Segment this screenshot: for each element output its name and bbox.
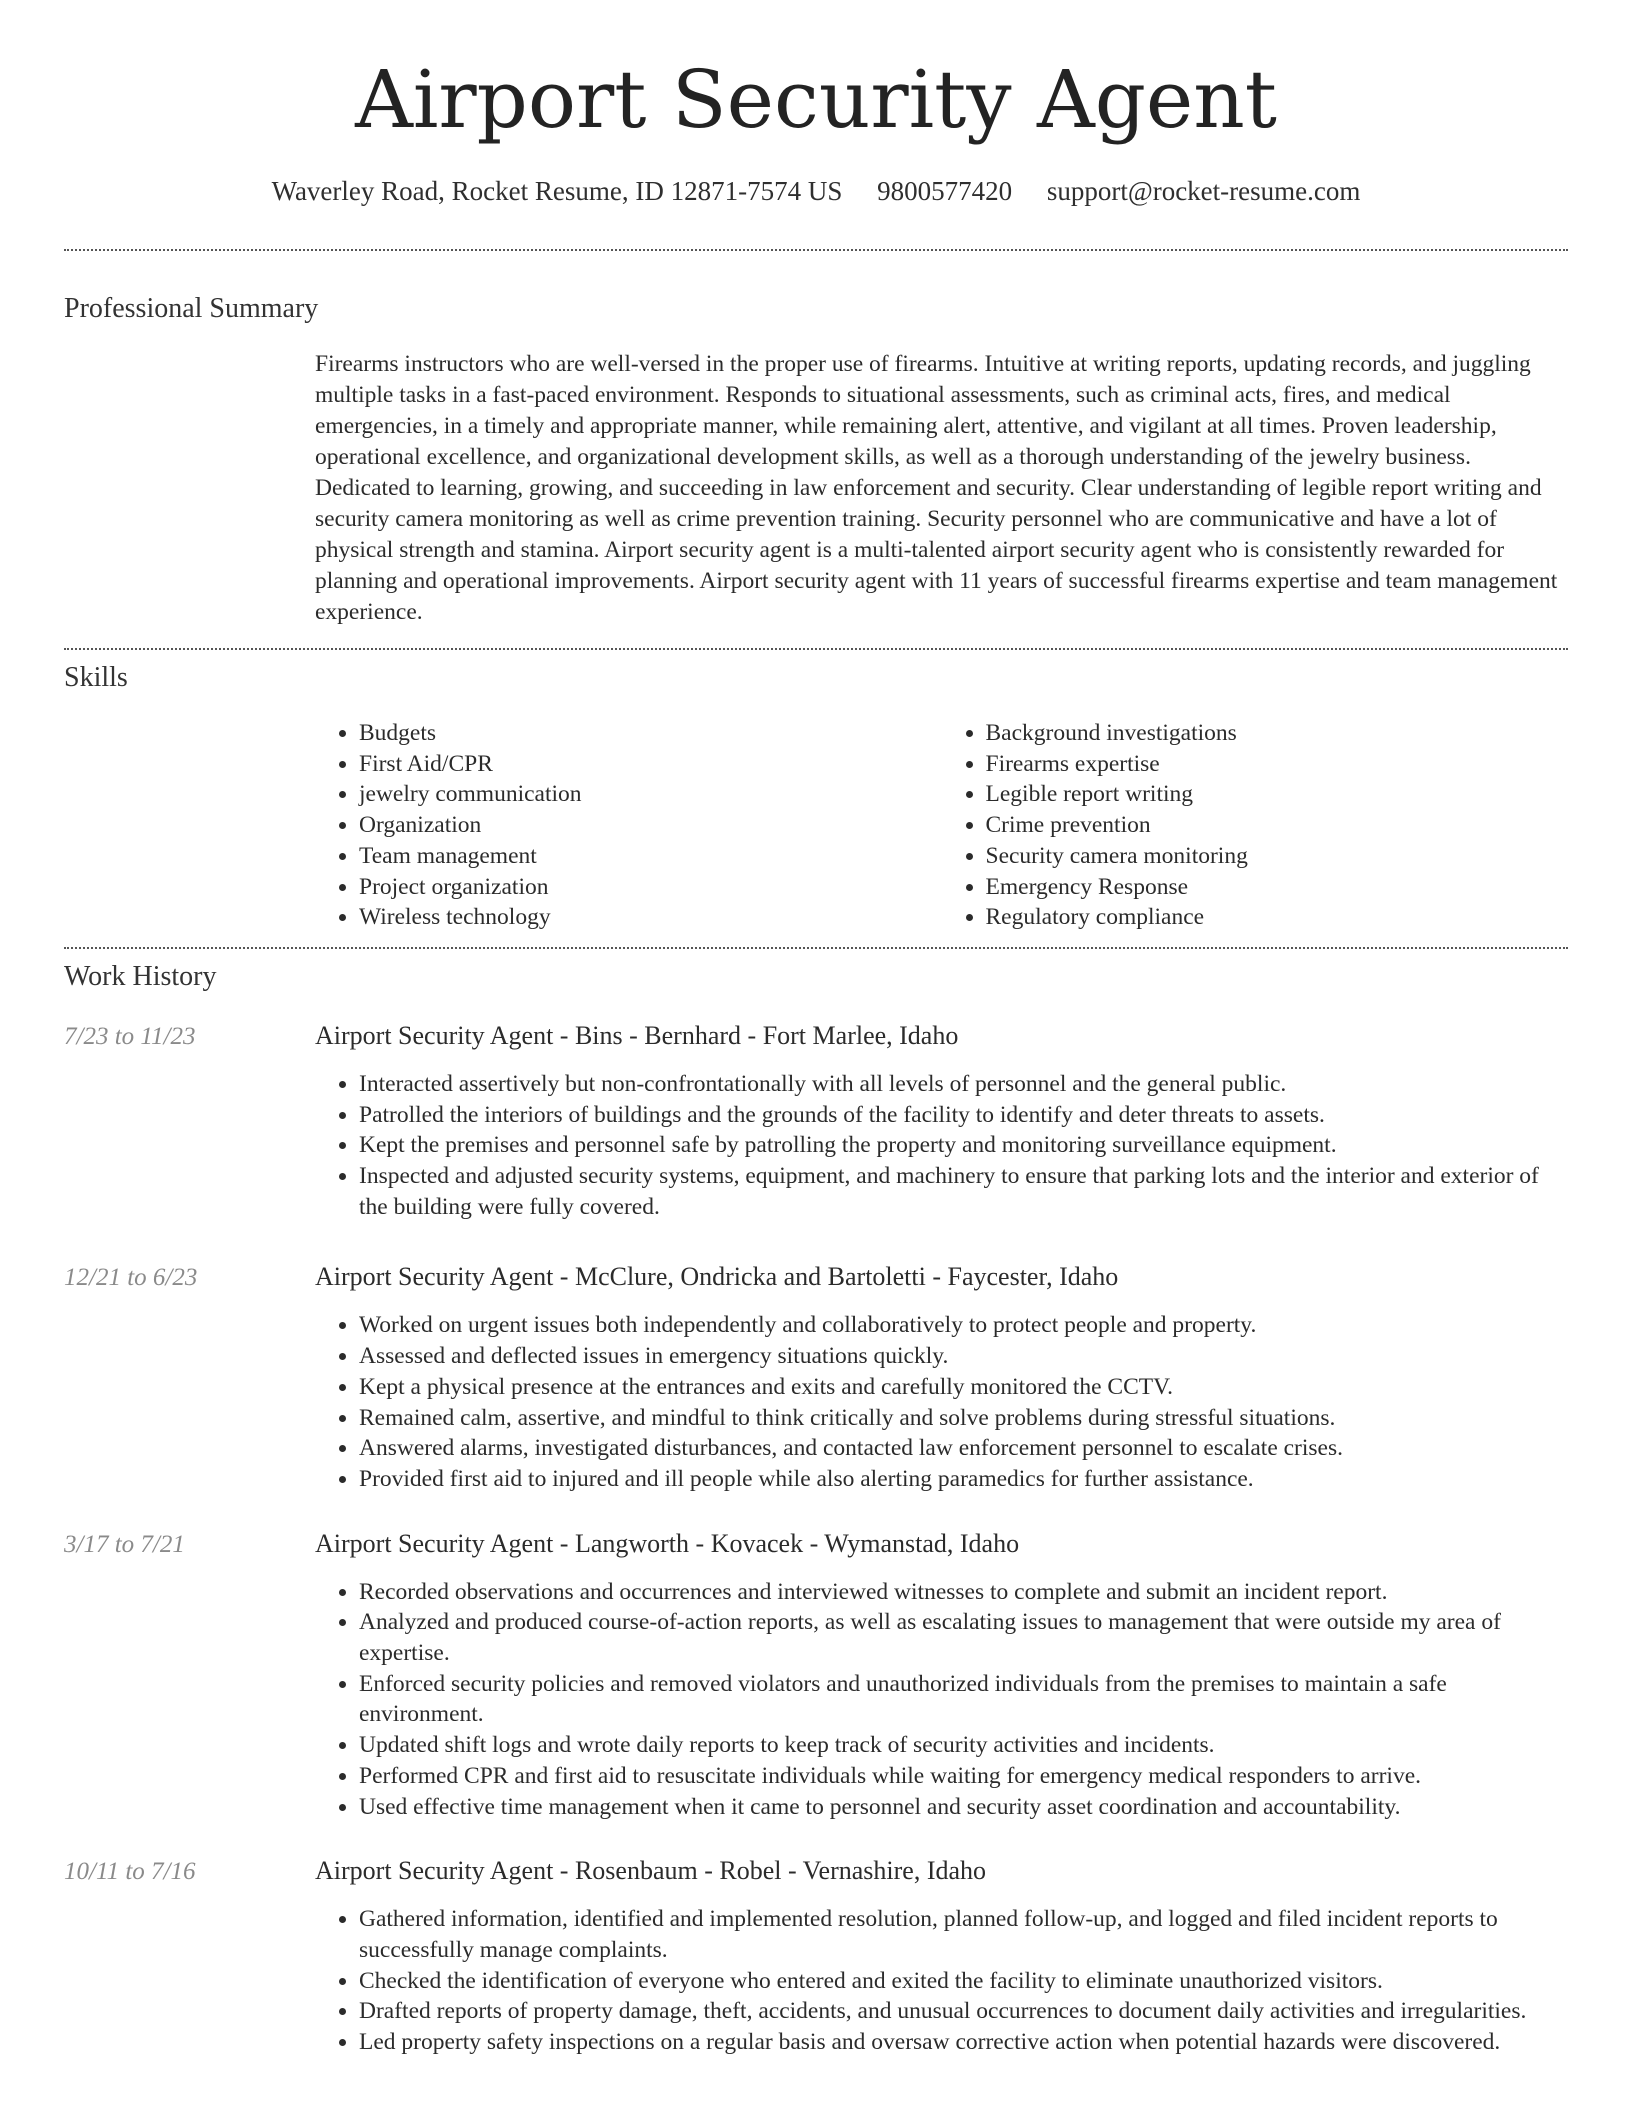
job-dates: 3/17 to 7/21: [64, 1530, 185, 1558]
job-bullet: • Patrolled the interiors of buildings and the grounds of the facility to identify and deter threats to assets.: [359, 1100, 1568, 1131]
job-bullet: • Analyzed and produced course-of-action reports, as well as escalating issues to management that were outside my area of expertise.: [359, 1607, 1568, 1668]
job-bullet: • Inspected and adjusted security systems, equipment, and machinery to ensure that parking lots and the interior and exterior of the building were fully covered.: [359, 1161, 1568, 1222]
skill-item: • First Aid/CPR: [359, 749, 942, 780]
skill-item: • Regulatory compliance: [986, 902, 1569, 933]
work-heading: Work History: [64, 960, 217, 992]
skill-item: • Security camera monitoring: [986, 841, 1569, 872]
skills-list: [315, 718, 1568, 933]
job-bullet: • Answered alarms, investigated disturbances, and contacted law enforcement personnel to escalate crises.: [359, 1433, 1568, 1464]
skill-item: • Team management: [359, 841, 942, 872]
job-title: Airport Security Agent - Bins - Bernhard - Fort Marlee, Idaho: [315, 1020, 959, 1050]
job-bullet: • Kept the premises and personnel safe by patrolling the property and monitoring surveillance equipment.: [359, 1130, 1568, 1161]
job-entry: [64, 1262, 1568, 1494]
skill-item: • Organization: [359, 810, 942, 841]
summary-text: Firearms instructors who are well-versed in the proper use of firearms. Intuitive at writing reports, updating records, and juggling multiple tasks in a fast-paced environment. Responds to situational assessments, such as criminal acts, fires, and medical emergencies, in a timely and appropriate manner, while remaining alert, attentive, and vigilant at all times. Proven leadership, operational excellence, and organizational development skills, as well as a thorough understanding of the jewelry business. Dedicated to learning, growing, and succeeding in law enforcement and security. Clear understanding of legible report writing and security camera monitoring as well as crime prevention training. Security personnel who are communicative and have a lot of physical strength and stamina. Airport security agent is a multi-talented airport security agent who is consistently rewarded for planning and operational improvements. Airport security agent with 11 years of successful firearms expertise and team management experience.: [315, 351, 1558, 625]
skill-item: • Emergency Response: [986, 872, 1569, 903]
job-bullet: • Interacted assertively but non-confrontationally with all levels of personnel and the general public.: [359, 1069, 1568, 1100]
job-title: Airport Security Agent - Rosenbaum - Robel - Vernashire, Idaho: [315, 1856, 987, 1886]
candidate-name: Airport Security Agent: [355, 53, 1277, 146]
job-bullets: [315, 1904, 1568, 2058]
contact-line: [64, 176, 1568, 207]
job-bullet: • Performed CPR and first aid to resuscitate individuals while waiting for emergency medical responders to arrive.: [359, 1761, 1568, 1792]
job-bullet: • Used effective time management when it came to personnel and security asset coordination and accountability.: [359, 1792, 1568, 1823]
job-bullets: [315, 1310, 1568, 1494]
contact-phone: 9800577420: [877, 176, 1013, 206]
job-bullet: • Checked the identification of everyone who entered and exited the facility to eliminate unauthorized visitors.: [359, 1966, 1568, 1997]
job-bullets: [315, 1577, 1568, 1823]
job-bullet: • Worked on urgent issues both independently and collaboratively to protect people and property.: [359, 1310, 1568, 1341]
job-bullet: • Led property safety inspections on a regular basis and oversaw corrective action when potential hazards were discovered.: [359, 2027, 1568, 2058]
skill-item: • Background investigations: [986, 718, 1569, 749]
skill-item: • Legible report writing: [986, 779, 1569, 810]
job-bullet: • Assessed and deflected issues in emergency situations quickly.: [359, 1341, 1568, 1372]
job-dates: 10/11 to 7/16: [64, 1858, 196, 1886]
divider: [64, 947, 1568, 949]
skill-item: • Firearms expertise: [986, 749, 1569, 780]
skills-column-right: [942, 718, 1569, 933]
summary-heading: Professional Summary: [64, 293, 319, 324]
job-bullet: • Drafted reports of property damage, theft, accidents, and unusual occurrences to document daily activities and irregularities.: [359, 1996, 1568, 2027]
job-dates: 12/21 to 6/23: [64, 1264, 198, 1292]
divider: [64, 249, 1568, 251]
job-header: [64, 1262, 1568, 1292]
contact-email: support@rocket-resume.com: [1046, 176, 1361, 206]
job-bullets: [315, 1069, 1568, 1223]
job-entry: [64, 1529, 1568, 1823]
divider: [64, 648, 1568, 650]
job-title: Airport Security Agent - McClure, Ondricka and Bartoletti - Faycester, Idaho: [315, 1262, 1119, 1292]
skill-item: • Crime prevention: [986, 810, 1569, 841]
skill-item: • Budgets: [359, 718, 942, 749]
job-dates: 7/23 to 11/23: [64, 1022, 196, 1050]
job-entry: [64, 1856, 1568, 2058]
contact-address: Waverley Road, Rocket Resume, ID 12871-7574 US: [271, 176, 843, 206]
job-header: [64, 1529, 1568, 1559]
skill-item: • Project organization: [359, 872, 942, 903]
skills-column-left: [315, 718, 942, 933]
job-bullet: • Recorded observations and occurrences and interviewed witnesses to complete and submit an incident report.: [359, 1577, 1568, 1608]
job-bullet: • Gathered information, identified and implemented resolution, planned follow-up, and logged and filed incident reports to successfully manage complaints.: [359, 1904, 1568, 1965]
job-bullet: • Remained calm, assertive, and mindful to think critically and solve problems during stressful situations.: [359, 1403, 1568, 1434]
skill-item: • jewelry communication: [359, 779, 942, 810]
skills-heading: Skills: [64, 662, 128, 693]
job-bullet: • Updated shift logs and wrote daily reports to keep track of security activities and incidents.: [359, 1730, 1568, 1761]
job-title: Airport Security Agent - Langworth - Kovacek - Wymanstad, Idaho: [315, 1528, 1020, 1558]
resume-page: [64, 0, 1568, 2058]
job-bullet: • Provided first aid to injured and ill people while also alerting paramedics for further assistance.: [359, 1464, 1568, 1495]
job-header: [64, 1021, 1568, 1051]
job-bullet: • Enforced security policies and removed violators and unauthorized individuals from the premises to maintain a safe environment.: [359, 1669, 1568, 1730]
job-header: [64, 1856, 1568, 1886]
job-entry: [64, 1021, 1568, 1223]
job-bullet: • Kept a physical presence at the entrances and exits and carefully monitored the CCTV.: [359, 1372, 1568, 1403]
skill-item: • Wireless technology: [359, 902, 942, 933]
